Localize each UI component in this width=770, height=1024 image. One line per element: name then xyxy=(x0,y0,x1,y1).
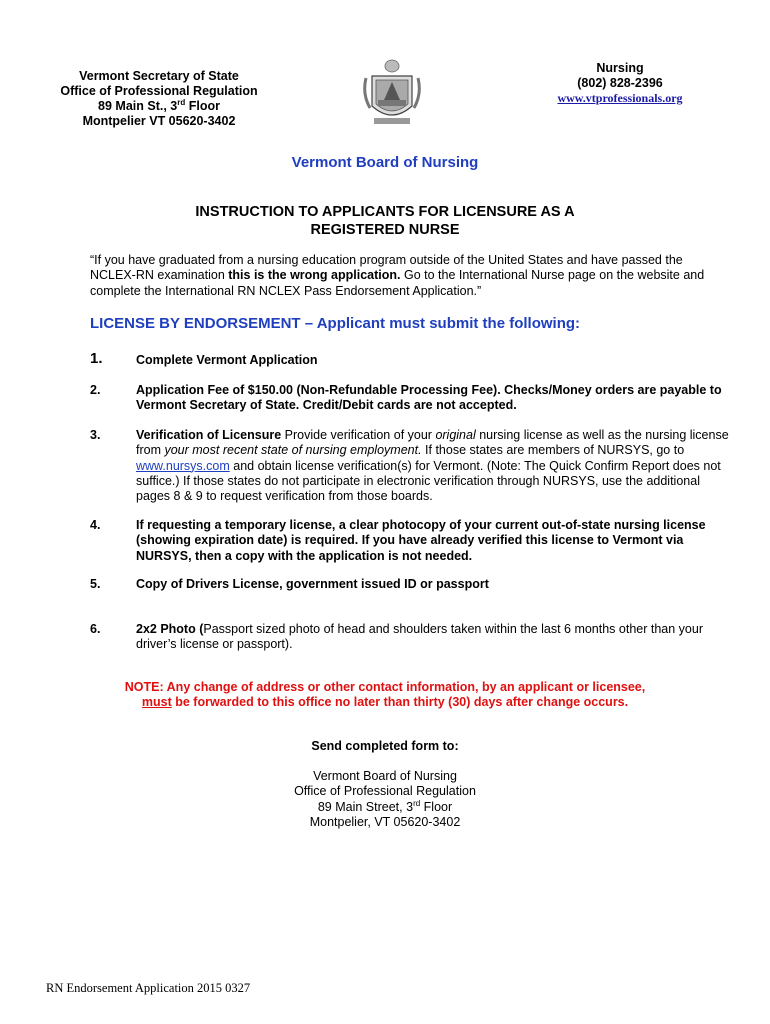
item-text: Application Fee of $150.00 (Non-Refundable Processing Fee). Checks/Money orders are payable to Vermont Secretary of State. Credit/Debit cards are not accepted. xyxy=(136,383,722,413)
intro-paragraph xyxy=(90,253,730,299)
document-title xyxy=(120,203,650,239)
item-number: 5. xyxy=(90,577,101,591)
section-heading: LICENSE BY ENDORSEMENT – Applicant must submit the following: xyxy=(90,315,581,332)
address-line: Office of Professional Regulation xyxy=(60,84,258,98)
website-link[interactable]: www.vtprofessionals.org xyxy=(557,91,683,105)
vermont-state-seal xyxy=(362,54,422,128)
board-title: Vermont Board of Nursing xyxy=(291,154,479,171)
footer-form-id: RN Endorsement Application 2015 0327 xyxy=(46,981,251,995)
sender-address xyxy=(40,69,278,129)
item-number: 2. xyxy=(90,383,101,397)
intro-text: “If you have graduated from a nursing education program outside of the United States and have passed the NCLEX-RN examination xyxy=(90,253,683,283)
address-line: Vermont Secretary of State xyxy=(79,69,239,83)
title-line: INSTRUCTION TO APPLICANTS FOR LICENSURE AS A xyxy=(195,204,575,220)
item-text: 2x2 Photo (Passport sized photo of head and shoulders taken within the last 6 months other than your driver’s license or passport). xyxy=(136,622,703,652)
item-text: Verification of Licensure Provide verification of your original nursing license as well as the nursing license from your most recent state of nursing employment. If those states are members of NURSYS, go to www.nursys.com and obtain license verification(s) for Vermont. (Note: The Quick Confirm Report does not suffice.) If those states do not participate in electronic verification through NURSYS, use the additional pages 8 & 9 to request verification from those boards. xyxy=(136,428,729,504)
item-number: 3. xyxy=(90,428,101,442)
note-line: must be forwarded to this office no later than thirty (30) days after change occurs. xyxy=(141,695,629,710)
address-line: Vermont Board of Nursing xyxy=(313,769,457,783)
contact-info xyxy=(540,61,700,106)
address-line: Montpelier, VT 05620-3402 xyxy=(309,814,461,829)
nursys-link[interactable]: www.nursys.com xyxy=(136,458,230,473)
department-name: Nursing xyxy=(596,61,644,75)
address-change-note xyxy=(90,680,680,711)
note-line: NOTE: Any change of address or other contact information, by an applicant or licensee, xyxy=(124,680,646,694)
item-number: 4. xyxy=(90,518,101,532)
send-heading: Send completed form to: xyxy=(311,739,459,753)
item-text: Complete Vermont Application xyxy=(136,353,318,367)
mailing-address xyxy=(0,769,770,830)
title-line: REGISTERED NURSE xyxy=(310,222,460,238)
address-line: Office of Professional Regulation xyxy=(294,784,476,799)
item-number: 1. xyxy=(90,350,103,367)
address-line: 89 Main St., 3rd Floor xyxy=(98,97,220,113)
phone-number: (802) 828-2396 xyxy=(577,76,663,90)
item-text: If requesting a temporary license, a clear photocopy of your current out-of-state nursing license (showing expiration date) is required. If you have already verified this license to Vermont via NURSYS, then a copy with the application is not needed. xyxy=(136,518,706,563)
intro-warning: this is the wrong application. xyxy=(228,268,401,283)
item-text: Copy of Drivers License, government issued ID or passport xyxy=(136,577,489,591)
item-number: 6. xyxy=(90,622,101,636)
address-line: 89 Main Street, 3rd Floor xyxy=(317,798,453,814)
address-line: Montpelier VT 05620-3402 xyxy=(82,114,236,128)
intro-text: Go to the International Nurse page on the website and complete the International RN NCLEX Pass Endorsement Application.” xyxy=(90,268,705,298)
